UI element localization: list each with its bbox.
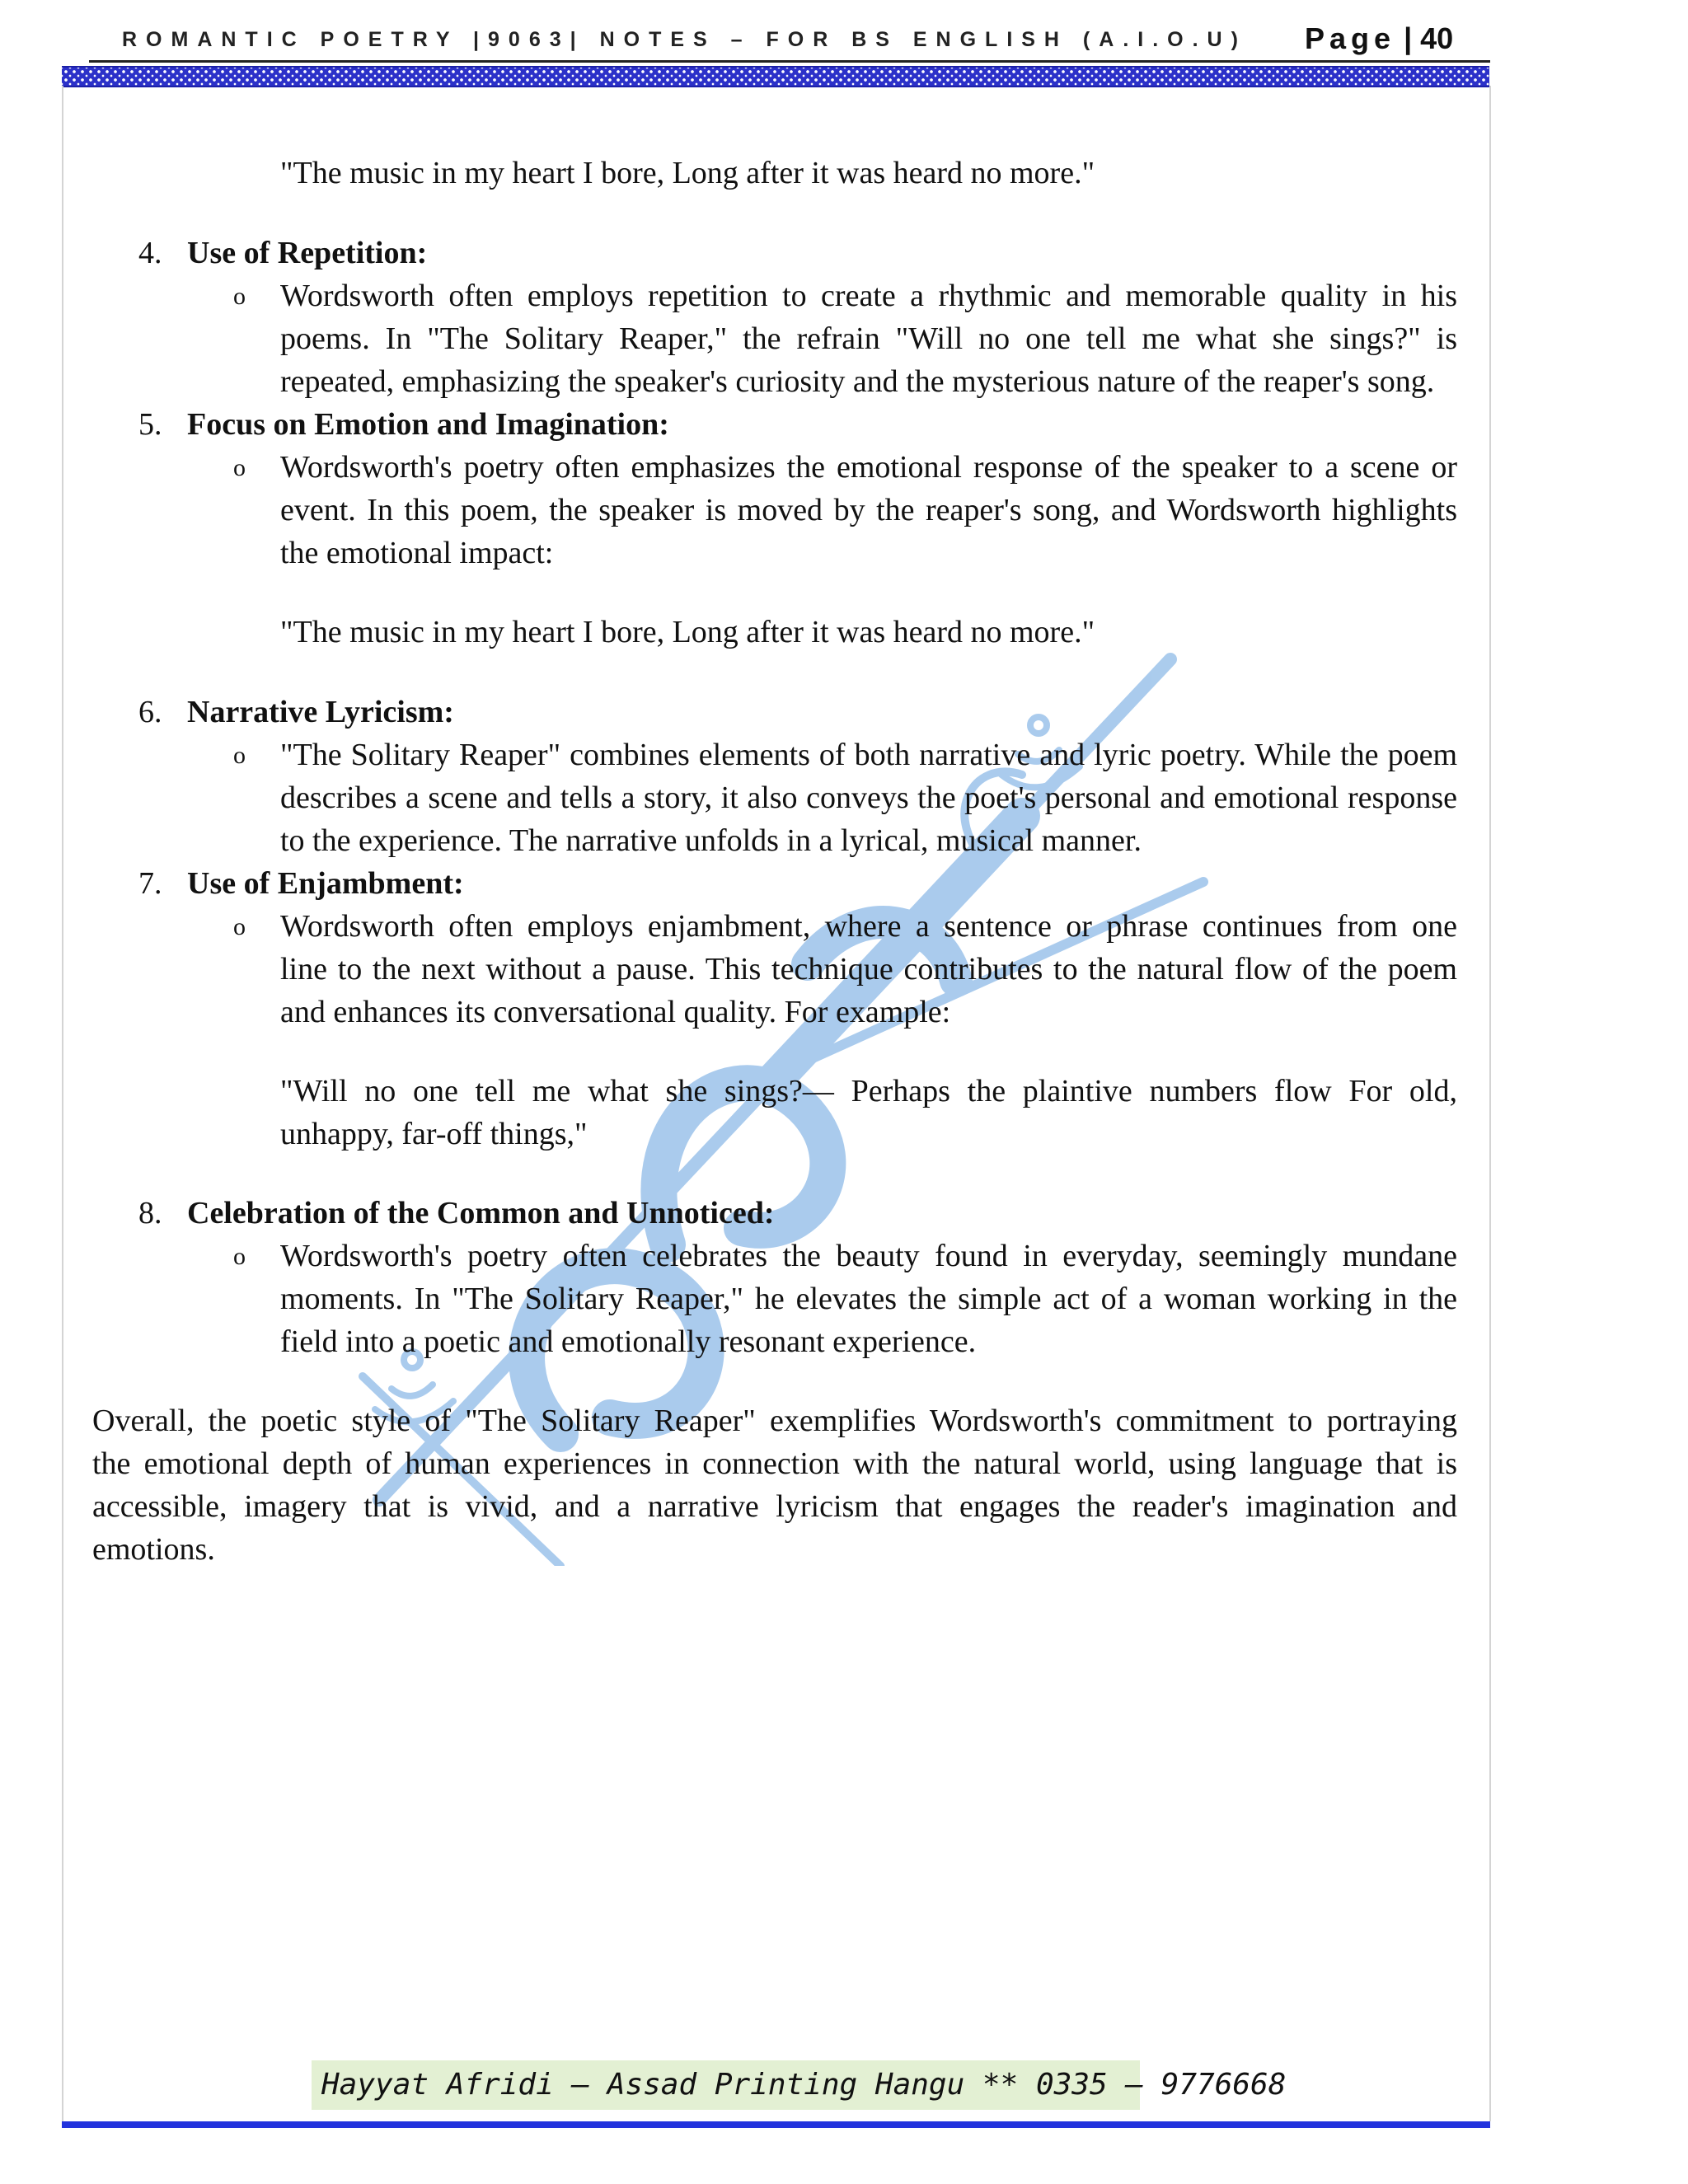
- item-heading: Celebration of the Common and Unnoticed:: [187, 1196, 775, 1230]
- item-text-line: moments. In "The Solitary Reaper," he elevates the simple act of a woman working in the: [280, 1282, 1457, 1316]
- item-text-line: Wordsworth often employs enjambment, where a sentence or phrase continues from one: [280, 909, 1457, 944]
- item-text-line: and enhances its conversational quality. For example:: [280, 995, 951, 1029]
- item-text-line: repeated, emphasizing the speaker's curiosity and the mysterious nature of the reaper's song.: [280, 364, 1435, 399]
- bullet-marker: o: [233, 913, 246, 940]
- item-text-line: poems. In "The Solitary Reaper," the refrain "Will no one tell me what she sings?" is: [280, 321, 1457, 356]
- item-heading: Use of Repetition:: [187, 236, 428, 270]
- item-text-line: the emotional impact:: [280, 536, 554, 570]
- item-text-line: describes a scene and tells a story, it also conveys the poet's personal and emotional response: [280, 780, 1457, 815]
- page-label: Page: [1305, 21, 1396, 55]
- item-text-line: "The Solitary Reaper" combines elements of both narrative and lyric poetry. While the poem: [280, 738, 1457, 772]
- item-number: 7.: [138, 866, 162, 901]
- item-text-line: Wordsworth's poetry often celebrates the beauty found in everyday, seemingly mundane: [280, 1239, 1457, 1273]
- quote-top: "The music in my heart I bore, Long after it was heard no more.": [280, 156, 1095, 190]
- header-title: ROMANTIC POETRY |9063| NOTES – FOR BS ENGLISH (A.I.O.U): [122, 28, 1247, 51]
- conclusion-line: Overall, the poetic style of "The Solitary Reaper" exemplifies Wordsworth's commitment to portraying: [92, 1404, 1457, 1438]
- bullet-marker: o: [233, 454, 246, 481]
- page-number-value: | 40: [1404, 21, 1454, 55]
- conclusion-line: emotions.: [92, 1532, 215, 1567]
- conclusion-line: accessible, imagery that is vivid, and a narrative lyricism that engages the reader's imagination and: [92, 1489, 1457, 1524]
- conclusion-line: the emotional depth of human experiences in connection with the natural world, using language that is: [92, 1446, 1457, 1481]
- item-text-line: Wordsworth often employs repetition to create a rhythmic and memorable quality in his: [280, 279, 1457, 313]
- item-text-line: event. In this poem, the speaker is moved by the reaper's song, and Wordsworth highlights: [280, 493, 1457, 527]
- item-text-line: line to the next without a pause. This technique contributes to the natural flow of the poem: [280, 952, 1457, 987]
- item-number: 4.: [138, 236, 162, 270]
- bullet-marker: o: [233, 742, 246, 769]
- item-text-line: field into a poetic and emotionally resonant experience.: [280, 1324, 977, 1359]
- item-number: 6.: [138, 695, 162, 729]
- item-quote-line: "Will no one tell me what she sings?— Perhaps the plaintive numbers flow For old,: [280, 1074, 1457, 1108]
- item-quote: "The music in my heart I bore, Long after it was heard no more.": [280, 615, 1095, 649]
- item-heading: Focus on Emotion and Imagination:: [187, 407, 669, 442]
- bullet-marker: o: [233, 1243, 246, 1270]
- item-heading: Use of Enjambment:: [187, 866, 464, 901]
- item-number: 8.: [138, 1196, 162, 1230]
- footer-credit: Hayyat Afridi – Assad Printing Hangu ** 0335 – 9776668: [312, 2060, 1140, 2110]
- footer-rule: [62, 2121, 1490, 2128]
- item-text-line: to the experience. The narrative unfolds in a lyrical, musical manner.: [280, 823, 1142, 858]
- item-heading: Narrative Lyricism:: [187, 695, 454, 729]
- item-number: 5.: [138, 407, 162, 442]
- item-text-line: Wordsworth's poetry often emphasizes the emotional response of the speaker to a scene or: [280, 450, 1457, 485]
- bullet-marker: o: [233, 283, 246, 310]
- item-quote-line: unhappy, far-off things,": [280, 1117, 588, 1151]
